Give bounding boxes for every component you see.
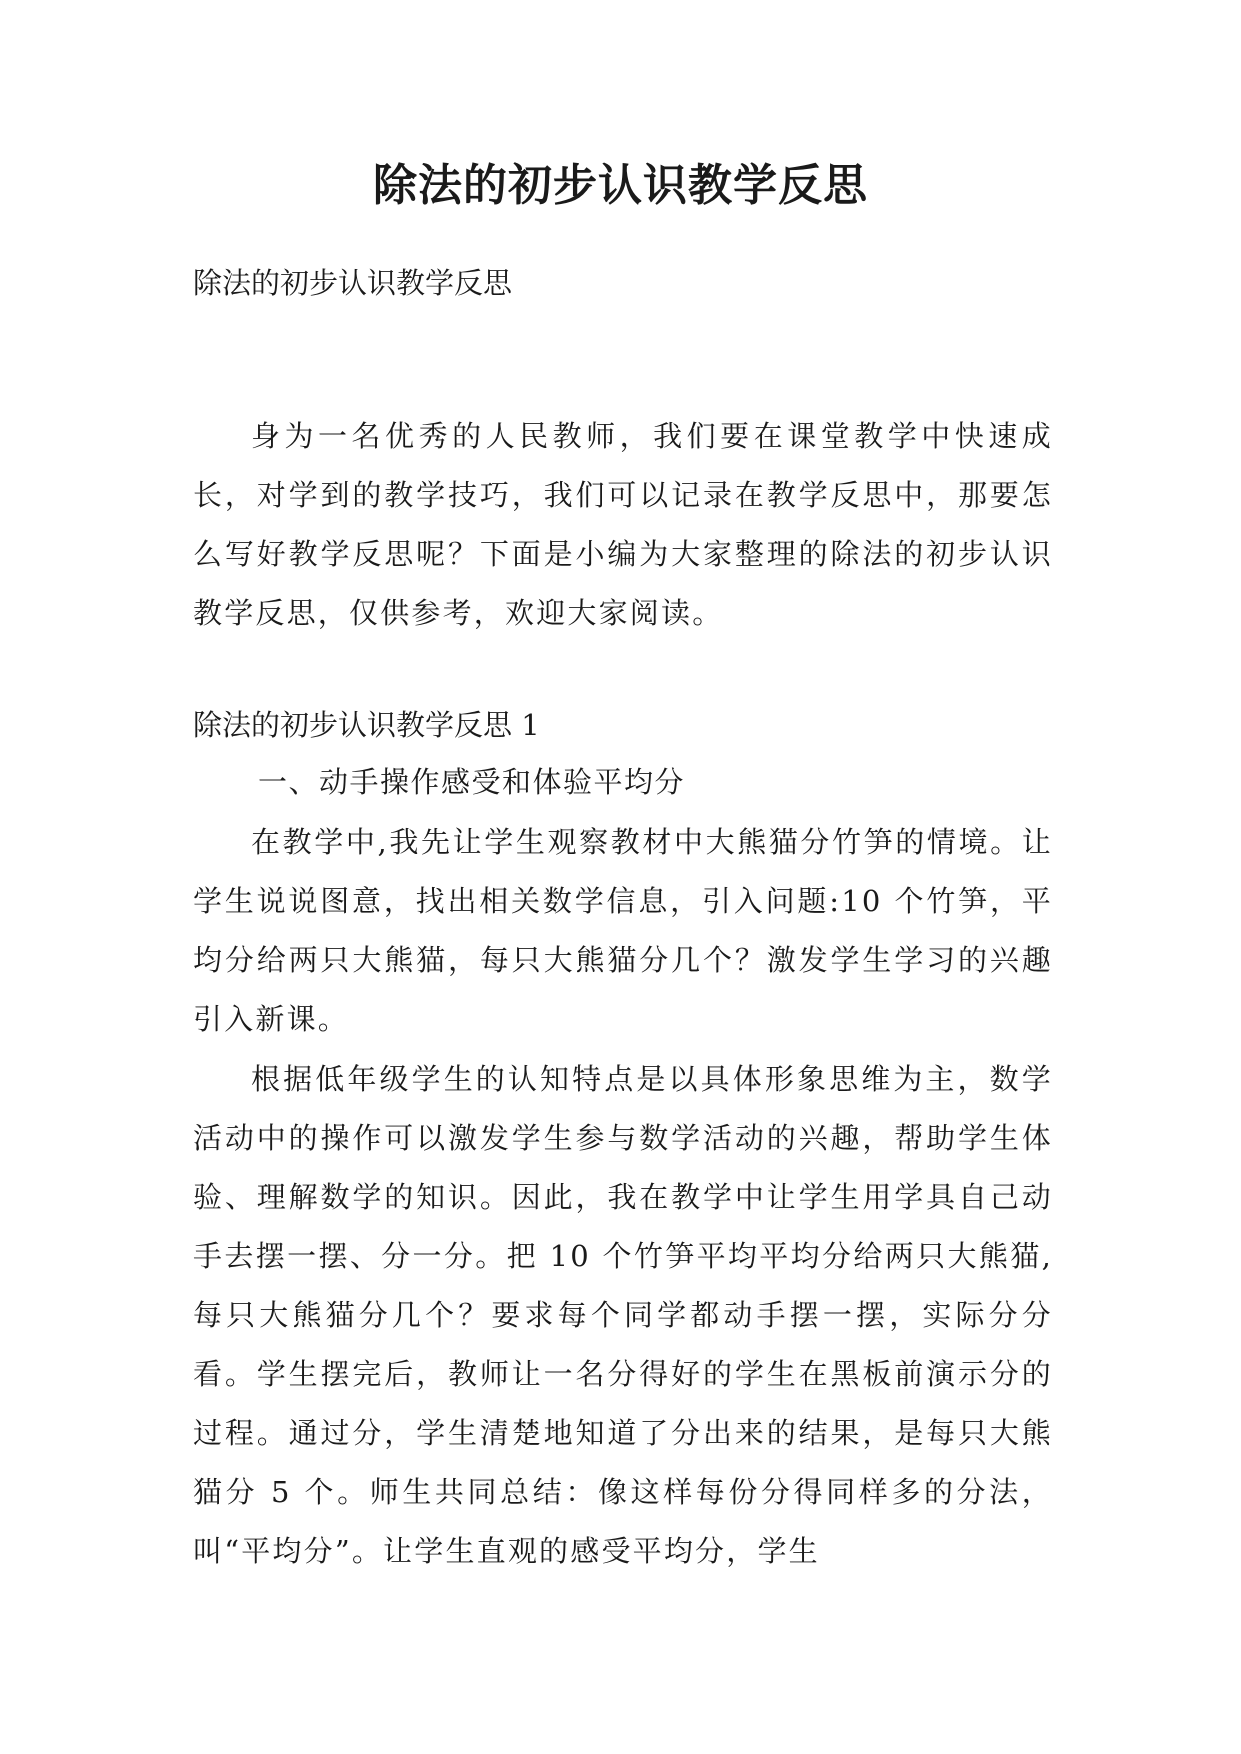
sub-heading: 一、动手操作感受和体验平均分 bbox=[258, 765, 686, 799]
body-paragraph-1: 在教学中,我先让学生观察教材中大熊猫分竹笋的情境。让学生说说图意，找出相关数学信息，引入问题:10 个竹笋，平均分给两只大熊猫，每只大熊猫分几个？激发学生学习的兴趣引入新课。 bbox=[193, 825, 1053, 1036]
body-paragraph-2: 根据低年级学生的认知特点是以具体形象思维为主，数学活动中的操作可以激发学生参与数学活动的兴趣，帮助学生体验、理解数学的知识。因此，我在教学中让学生用学具自己动手去摆一摆、分一分。把 10 个竹笋平均平均分给两只大熊猫,每只大熊猫分几个？要求每个同学都动手摆一摆，实际分分看。学生摆完后，教师让一名分得好的学生在黑板前演示分的过程。通过分，学生清楚地知道了分出来的结果，是每只大熊猫分 5 个。师生共同总结：像这样每份分得同样多的分法，叫“平均分”。让学生直观的感受平均分，学生 bbox=[193, 1062, 1053, 1568]
section-heading: 除法的初步认识教学反思 1 bbox=[193, 708, 540, 742]
document-subtitle: 除法的初步认识教学反思 bbox=[193, 266, 513, 300]
intro-paragraph: 身为一名优秀的人民教师，我们要在课堂教学中快速成长，对学到的教学技巧，我们可以记录在教学反思中，那要怎么写好教学反思呢？下面是小编为大家整理的除法的初步认识教学反思，仅供参考，欢迎大家阅读。 bbox=[193, 419, 1053, 630]
document-title: 除法的初步认识教学反思 bbox=[373, 160, 868, 211]
